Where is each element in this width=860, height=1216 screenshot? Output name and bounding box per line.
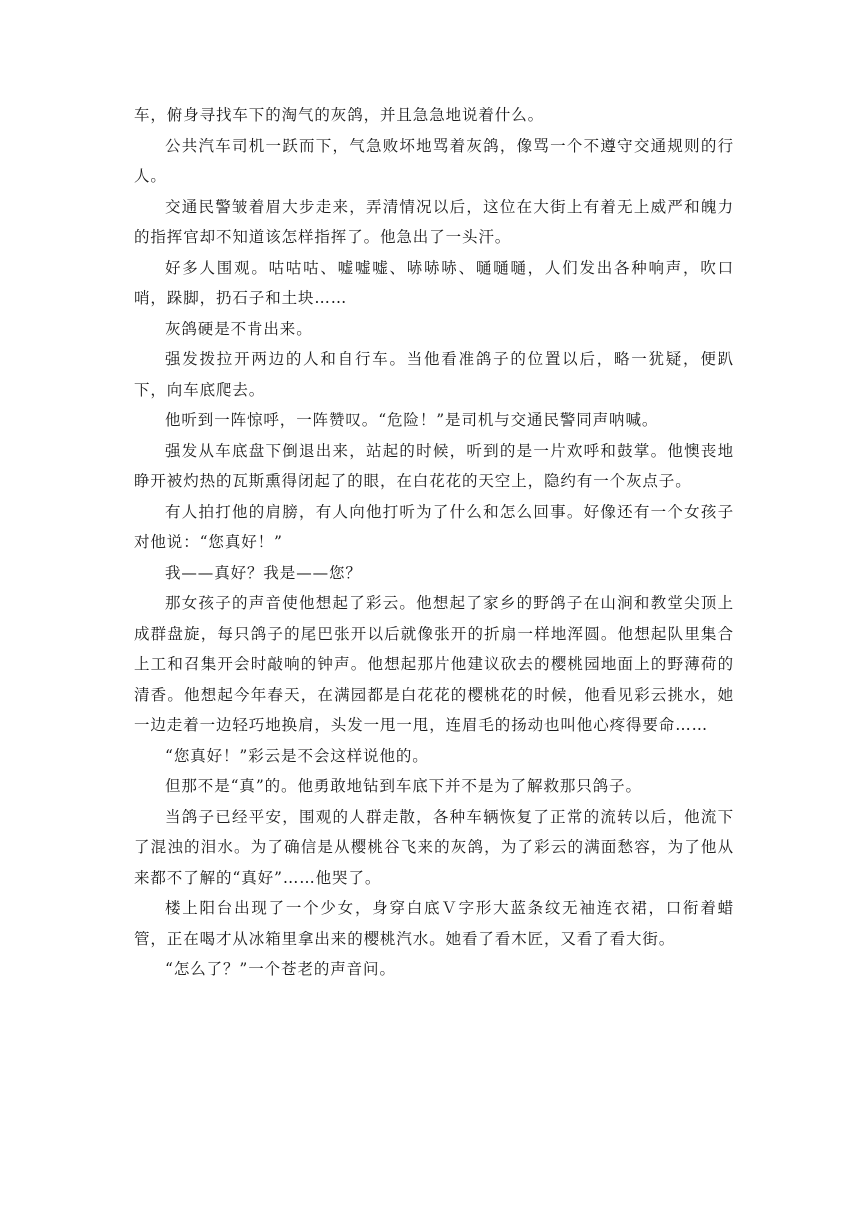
paragraph: 公共汽车司机一跃而下，气急败坏地骂着灰鸽，像骂一个不遵守交通规则的行人。	[134, 136, 734, 185]
paragraph: 强发从车底盘下倒退出来，站起的时候，听到的是一片欢呼和鼓掌。他懊丧地睁开被灼热的瓦斯熏得闭起了的眼，在白花花的天空上，隐约有一个灰点子。	[134, 441, 734, 490]
paragraph: “您真好！”彩云是不会这样说他的。	[165, 746, 429, 765]
paragraph: 交通民警皱着眉大步走来，弄清情况以后，这位在大街上有着无上威严和魄力的指挥官却不知道该怎样指挥了。他急出了一头汗。	[134, 197, 734, 246]
paragraph: “怎么了？”一个苍老的声音问。	[165, 960, 396, 978]
paragraph: 我——真好？我是——您？	[165, 563, 362, 582]
document-body	[134, 100, 734, 985]
paragraph: 好多人围观。咕咕咕、嘘嘘嘘、哧哧哧、嗵嗵嗵，人们发出各种响声，吹口哨，跺脚，扔石子和土块……	[134, 258, 734, 307]
paragraph: 那女孩子的声音使他想起了彩云。他想起了家乡的野鸽子在山涧和教堂尖顶上成群盘旋，每只鸽子的尾巴张开以后就像张开的折扇一样地浑圆。他想起队里集合上工和召集开会时敲响的钟声。他想起那片他建议砍去的樱桃园地面上的野薄荷的清香。他想起今年春天，在满园都是白花花的樱桃花的时候，他看见彩云挑水，她一边走着一边轻巧地换肩，头发一甩一甩，连眉毛的扬动也叫他心疼得要命……	[134, 594, 734, 734]
paragraph: 灰鸽硬是不肯出来。	[165, 319, 313, 338]
paragraph: 楼上阳台出现了一个少女，身穿白底Ｖ字形大蓝条纹无袖连衣裙，口衔着蜡管，正在喝才从冰箱里拿出来的樱桃汽水。她看了看木匠，又看了看大街。	[134, 899, 734, 948]
paragraph: 强发拨拉开两边的人和自行车。当他看准鸽子的位置以后，略一犹疑，便趴下，向车底爬去。	[134, 350, 734, 399]
paragraph: 有人拍打他的肩膀，有人向他打听为了什么和怎么回事。好像还有一个女孩子对他说：“您真好！”	[134, 502, 734, 551]
paragraph: 他听到一阵惊呼，一阵赞叹。“危险！”是司机与交通民警同声呐喊。	[165, 411, 659, 429]
paragraph: 但那不是“真”的。他勇敢地钻到车底下并不是为了解救那只鸽子。	[165, 777, 642, 795]
paragraph: 车，俯身寻找车下的淘气的灰鸽，并且急急地说着什么。	[134, 106, 545, 124]
paragraph: 当鸽子已经平安，围观的人群走散，各种车辆恢复了正常的流转以后，他流下了混浊的泪水。为了确信是从樱桃谷飞来的灰鸽，为了彩云的满面愁容，为了他从来都不了解的“真好”……他哭了。	[134, 807, 734, 887]
